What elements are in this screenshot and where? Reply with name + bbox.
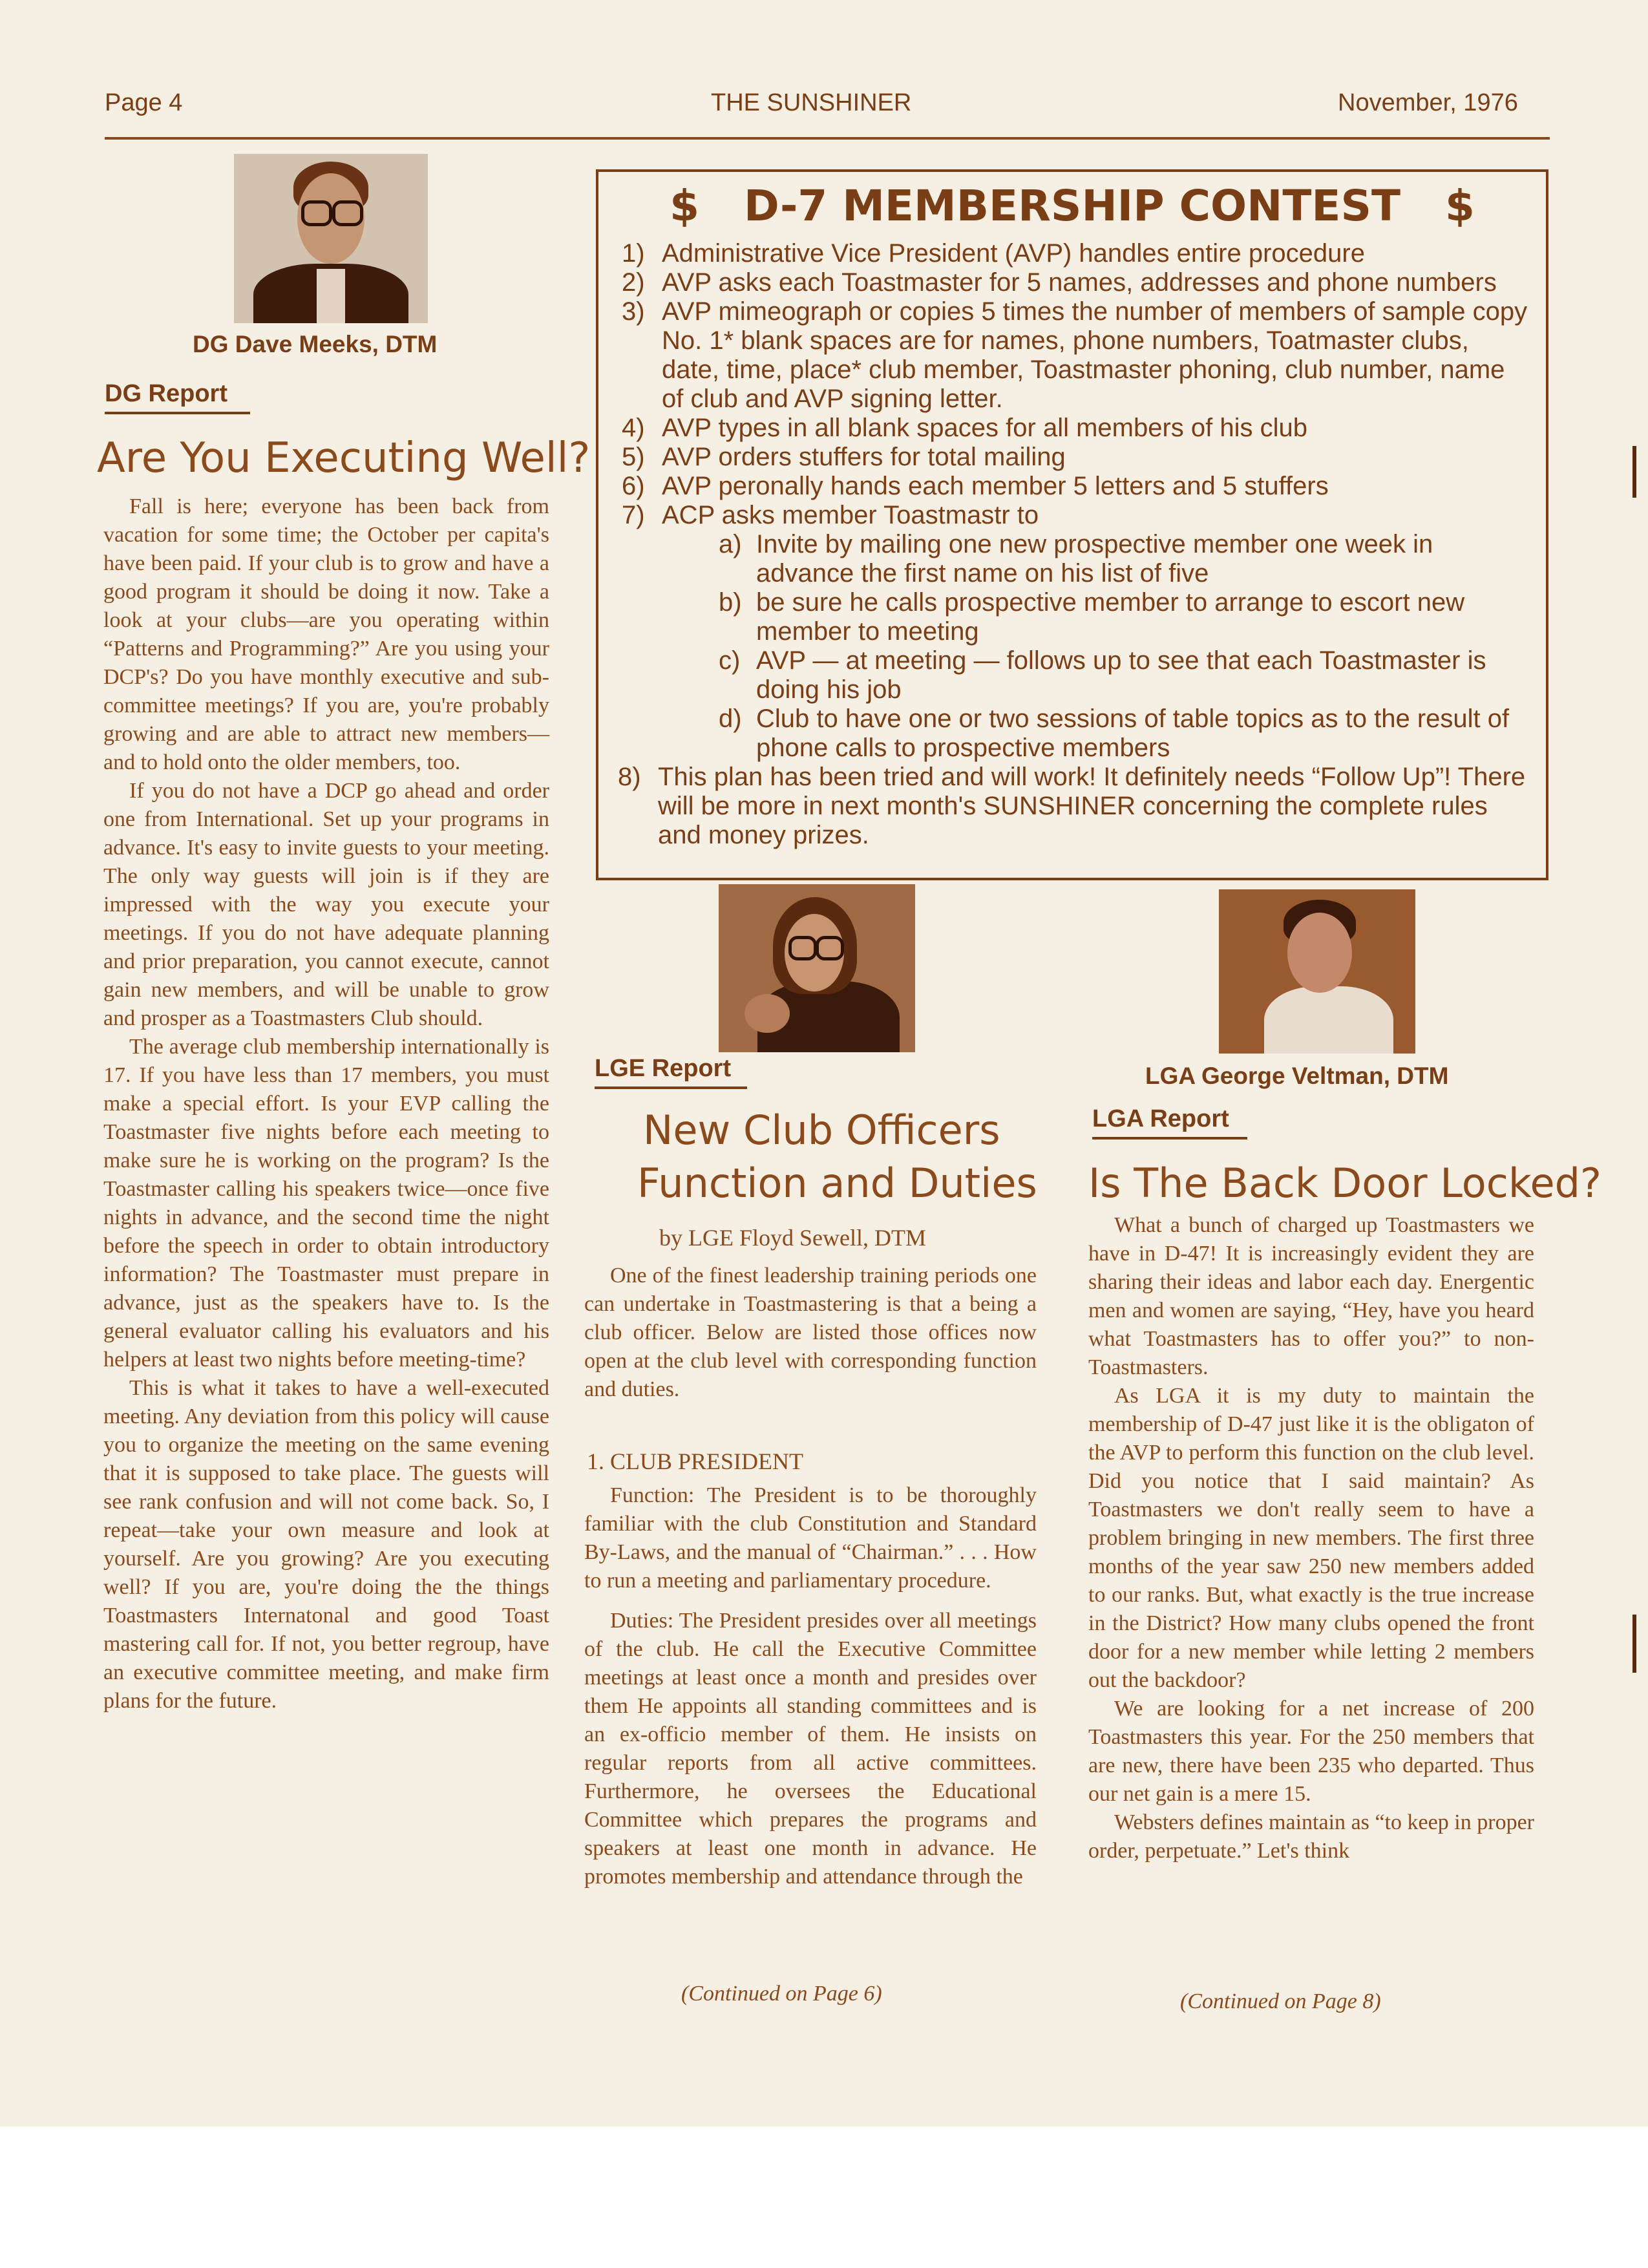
contest-step [622,501,1533,530]
lga-caption: LGA George Veltman, DTM [1145,1063,1449,1089]
issue-date: November, 1976 [1338,89,1518,116]
lge-headline-line1: New Club Officers [643,1107,1000,1154]
step-number: 3) [622,297,645,326]
dg-caption: DG Dave Meeks, DTM [193,331,438,357]
step-text: This plan has been tried and will work! It definitely needs “Follow Up”! There will be more in next month's SUNSHINER concerning the complete rules and money prizes. [658,763,1526,849]
step-text: AVP types in all blank spaces for all members of his club [662,414,1307,442]
step-number: 1) [622,239,645,268]
staple-mark [1632,446,1636,498]
substep-text: AVP — at meeting — follows up to see that each Toastmaster is doing his job [756,646,1486,704]
substep-letter: a) [719,530,742,558]
lge-subhead: 1. CLUB PRESIDENT [587,1448,804,1474]
lga-report-underline [1092,1137,1247,1139]
lge-report-label-text: LGE Report [595,1055,732,1082]
step-text: ACP asks member Toastmastr to [662,501,1039,529]
contest-step [622,414,1533,443]
dg-photo [234,154,428,323]
lge-report-underline [595,1086,747,1089]
contest-substep [622,530,1533,588]
contest-substep [622,588,1533,646]
lge-headline-line2: Function and Duties [637,1160,1037,1207]
contest-substep [622,705,1533,763]
lge-duties: Duties: The President presides over all meetings of the club. He call the Executive Committee meetings at least once a month and presides over them He appoints all standing committees and is an ex-officio member of them. He insists on regular reports from all active committees. Furthermore, he oversees the Educational Committee which prepares the programs and speakers at least one month in advance. He promotes membership and attendance through the [584,1609,1037,1889]
lga-article-body [1088,1211,1534,1865]
contest-substep [622,646,1533,705]
dg-headline: Are You Executing Well? [97,434,591,482]
lge-intro: One of the finest leadership training periods one can undertake in Toastmastering is that a being a club officer. Below are listed those offices now open at the club level with corresponding function and duties. [584,1264,1037,1401]
dg-paragraph: Fall is here; everyone has been back from vacation for some time; the October per capita's have been paid. If your club is to grow and have a good program it should be doing it now. Take a look at your clubs—are you operating within “Patterns and Programming?” Are you using your DCP's? Do you have monthly executive and sub-committee meetings? If you are, you're probably growing and are able to attract new members—and to hold onto the older members, too. [103,494,549,774]
step-number: 4) [622,414,645,442]
contest-step [618,763,1533,850]
step-number: 6) [622,472,645,500]
lga-headline: Is The Back Door Locked? [1088,1160,1601,1207]
dg-report-label [105,380,227,408]
step-number: 7) [622,501,645,529]
step-text: AVP asks each Toastmaster for 5 names, addresses and phone numbers [662,268,1497,297]
dg-report-label-text: DG Report [105,380,227,407]
staple-mark [1632,1615,1636,1673]
lga-report-label [1092,1105,1229,1133]
substep-letter: d) [719,705,742,733]
contest-step [622,297,1533,414]
lge-article-body-2 [584,1481,1037,1891]
lga-report-label-text: LGA Report [1092,1105,1229,1132]
lge-byline: by LGE Floyd Sewell, DTM [659,1225,926,1251]
lga-paragraph: Websters defines maintain as “to keep in proper order, perpetuate.” Let's think [1088,1810,1534,1863]
lga-paragraph: We are looking for a net increase of 200 Toastmasters this year. For the 250 members that are new, there have been 235 who departed. Thus our net gain is a mere 15. [1088,1697,1534,1806]
masthead-rule [105,137,1550,140]
step-text: Administrative Vice President (AVP) handles entire procedure [662,239,1365,268]
substep-text: Invite by mailing one new prospective member one week in advance the first name on his list of five [756,530,1433,588]
step-number: 2) [622,268,645,297]
dg-report-underline [105,412,250,414]
step-text: AVP peronally hands each member 5 letters and 5 stuffers [662,472,1329,500]
dg-paragraph: If you do not have a DCP go ahead and order one from International. Set up your programs in advance. It's easy to invite guests to your meeting. The only way guests will join is if they are impressed with the way you execute your meetings. If you do not have adequate planning and prior preparation, you cannot execute, cannot gain new members, and will be unable to grow and prosper as a Toastmasters Club should. [103,779,549,1030]
substep-text: be sure he calls prospective member to arrange to escort new member to meeting [756,588,1465,646]
substep-text: Club to have one or two sessions of table topics as to the result of phone calls to prospective members [756,705,1510,762]
lga-paragraph: What a bunch of charged up Toastmasters we have in D-47! It is increasingly evident they are sharing their ideas and labor each day. Energentic men and women are saying, “Hey, have you heard what Toastmasters has to offer you?” to non-Toastmasters. [1088,1213,1534,1379]
contest-steps [618,239,1533,850]
step-text: AVP orders stuffers for total mailing [662,443,1066,471]
lga-continued: (Continued on Page 8) [1180,1989,1381,2013]
contest-step [622,239,1533,268]
dg-paragraph: This is what it takes to have a well-executed meeting. Any deviation from this policy will cause you to organize the meeting on the same evening that it is supposed to take place. The guests will see rank confusion and will not come back. So, I repeat—take your own measure and look at yourself. Are you growing? Are you executing well? If you are, you're doing the the things Toastmasters Internatonal and good Toast mastering call for. If not, you better regroup, have an executive committee meeting, and make firm plans for the future. [103,1376,549,1713]
step-text: AVP mimeograph or copies 5 times the number of members of sample copy No. 1* blank spaces are for names, phone numbers, Toatmaster clubs, date, time, place* club member, Toastmaster phoning, club number, name of club and AVP signing letter. [662,297,1528,413]
contest-step [622,472,1533,501]
newsletter-title: THE SUNSHINER [711,89,912,116]
substep-letter: c) [719,646,741,675]
step-number: 5) [622,443,645,471]
lge-function: Function: The President is to be thoroughly familiar with the club Constitution and Standard By-Laws, and the manual of “Chairman.” . . . How to run a meeting and parliamentary procedure. [584,1483,1037,1593]
lge-continued: (Continued on Page 6) [681,1982,882,2006]
contest-title: $ D-7 MEMBERSHIP CONTEST $ [670,181,1475,231]
dg-paragraph: The average club membership internationally is 17. If you have less than 17 members, you must make a special effort. Is your EVP calling the Toastmaster five nights before each meeting to make sure he is working on the program? Is the Toastmaster calling his speakers twice—once five nights in advance, and the second time the night before the speech in order to obtain introductory information? The Toastmaster must prepare in advance, just as the speakers have to. Is the general evaluator calling his evaluators and his helpers at least two nights before meeting-time? [103,1035,549,1372]
membership-contest-box [596,169,1548,880]
substep-letter: b) [719,588,742,617]
step-number: 8) [618,763,641,791]
lge-article-body [584,1262,1037,1404]
lge-report-label [595,1055,731,1083]
page-number: Page 4 [105,89,183,116]
contest-step [622,268,1533,297]
contest-step [622,443,1533,472]
lga-photo [1219,889,1415,1054]
lga-paragraph: As LGA it is my duty to maintain the membership of D-47 just like it is the obligaton of the AVP to perform this function on the club level. Did you notice that I said maintain? As Toastmasters we don't really seem to have a problem bringing in new members. The first three months of the year saw 250 new members added to our ranks. But, what exactly is the true increase in the District? How many clubs opened the front door for a new member while letting 2 members out the backdoor? [1088,1384,1534,1692]
dg-article-body [103,493,549,1715]
lge-photo [719,884,915,1052]
